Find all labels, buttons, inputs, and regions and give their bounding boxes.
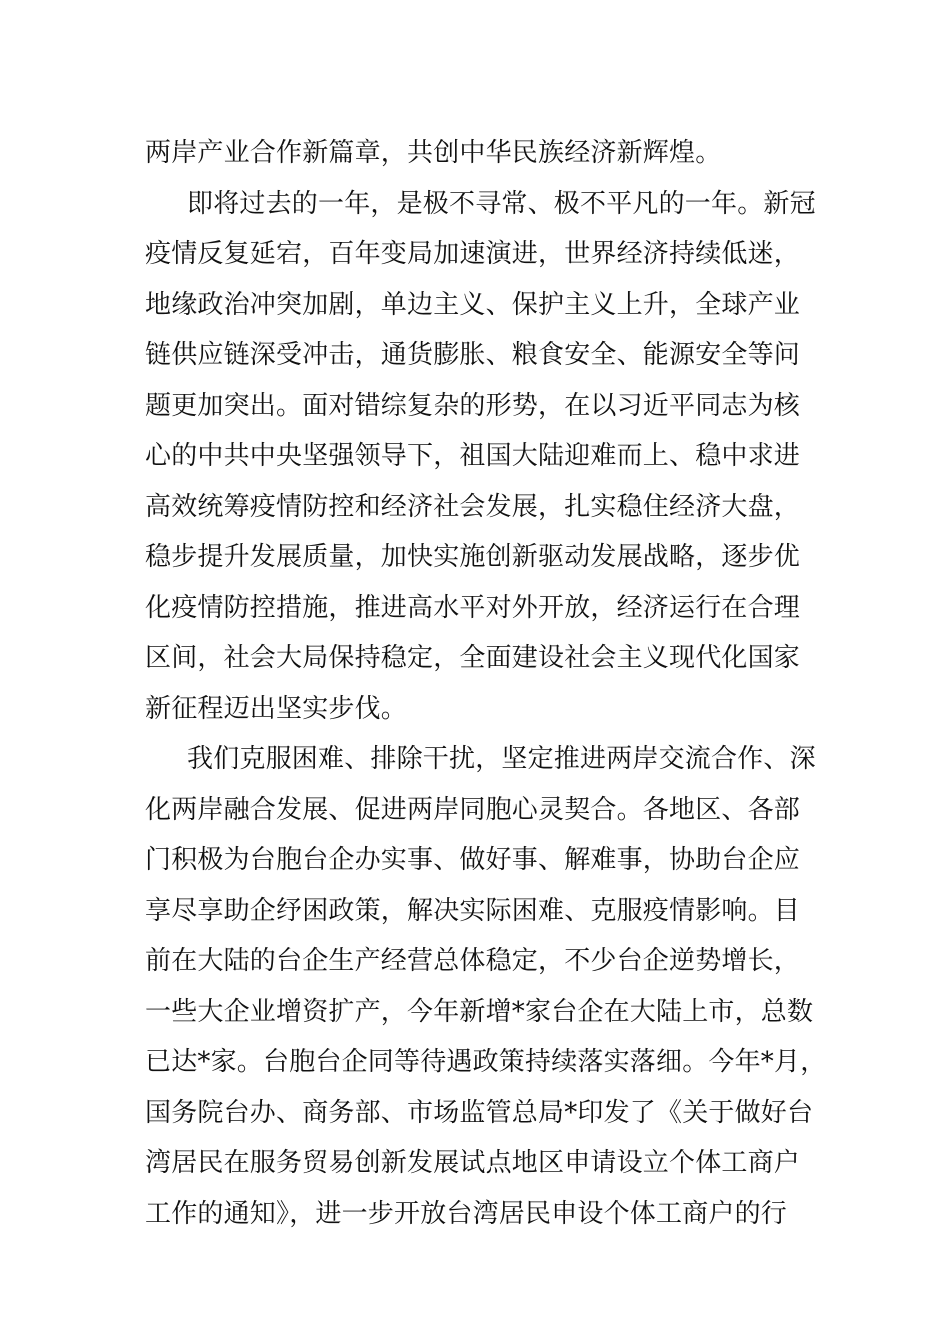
text-line: 两岸产业合作新篇章，共创中华民族经济新辉煌。: [145, 138, 722, 168]
text-line: 区间，社会大局保持稳定，全面建设社会主义现代化国家: [145, 643, 801, 673]
document-body: [145, 128, 825, 1239]
text-line: 工作的通知》，进一步开放台湾居民申设个体工商户的行: [145, 1198, 788, 1229]
text-line: 地缘政治冲突加剧，单边主义、保护主义上升，全球产业: [145, 289, 801, 320]
text-line: 稳步提升发展质量，加快实施创新驱动发展战略，逐步优: [145, 542, 801, 572]
text-line: 心的中共中央坚强领导下，祖国大陆迎难而上、稳中求进: [145, 441, 801, 471]
text-line: 化两岸融合发展、促进两岸同胞心灵契合。各地区、各部: [145, 794, 801, 825]
text-line: 湾居民在服务贸易创新发展试点地区申请设立个体工商户: [145, 1148, 801, 1178]
text-line: 一些大企业增资扩产，今年新增*家台企在大陆上市，总数: [145, 996, 814, 1027]
text-line: 前在大陆的台企生产经营总体稳定，不少台企逆势增长，: [145, 946, 801, 976]
text-line: 新征程迈出坚实步伐。: [145, 693, 408, 724]
paragraph-first-line: 我们克服困难、排除干扰，坚定推进两岸交流合作、深: [187, 744, 816, 774]
text-line: 链供应链深受冲击，通货膨胀、粮食安全、能源安全等问: [145, 340, 801, 370]
paragraph-first-line: 即将过去的一年，是极不寻常、极不平凡的一年。新冠: [187, 188, 816, 219]
text-line: 化疫情防控措施，推进高水平对外开放，经济运行在合理: [145, 592, 801, 623]
text-line: 题更加突出。面对错综复杂的形势，在以习近平同志为核: [145, 390, 801, 421]
text-line: 疫情反复延宕，百年变局加速演进，世界经济持续低迷，: [145, 239, 801, 269]
text-line: 高效统筹疫情防控和经济社会发展，扎实稳住经济大盘，: [145, 491, 801, 522]
text-line: 国务院台办、商务部、市场监管总局*印发了《关于做好台: [145, 1097, 814, 1128]
text-line: 门积极为台胞台企办实事、做好事、解难事，协助台企应: [145, 845, 801, 875]
text-line: 已达*家。台胞台企同等待遇政策持续落实落细。今年*月，: [145, 1047, 827, 1077]
text-line: 享尽享助企纾困政策，解决实际困难、克服疫情影响。目: [145, 895, 801, 926]
